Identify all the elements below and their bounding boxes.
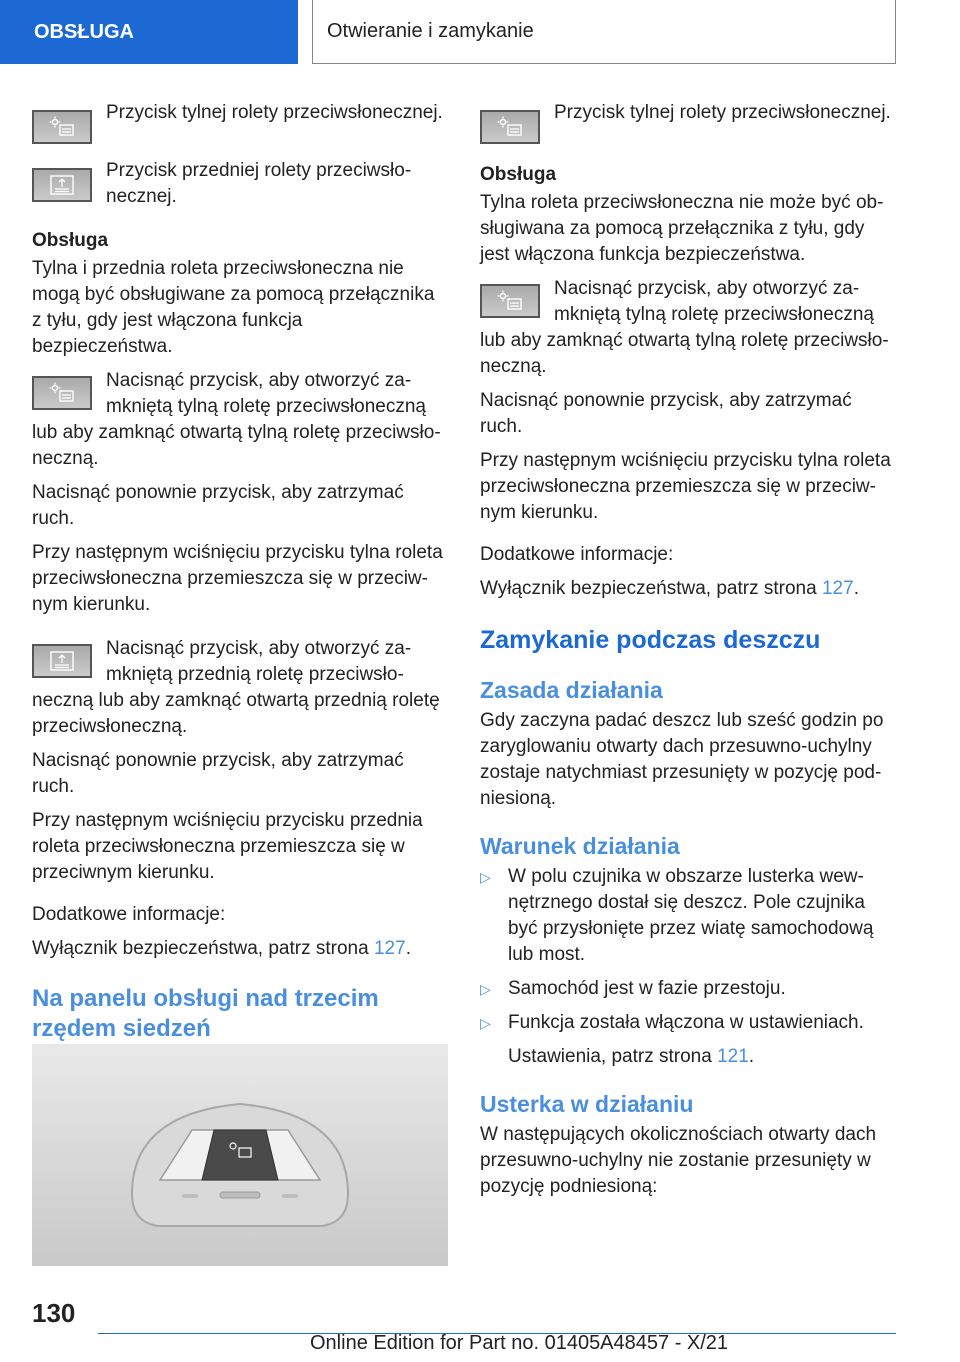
rear-blind-button-label: Przycisk tylnej rolety przeciwsłonecznej. [106, 102, 443, 123]
rear-blind-button-row [480, 100, 896, 144]
triangle-bullet-icon: ▷ [480, 869, 491, 885]
page-number: 130 [32, 1298, 76, 1328]
reference-text: Wyłącznik bezpieczeństwa, patrz strona [480, 578, 822, 599]
fault-text: W następujących okolicznościach otwarty dach przesuwno-uchylny nie zostanie przesunięty w pozycję podniesioną: [480, 1124, 877, 1197]
front-blind-button-row [32, 158, 448, 210]
list-item [480, 864, 896, 968]
section-title: OBSŁUGA [34, 20, 134, 43]
cross-reference [480, 576, 896, 602]
rear-press-text: Nacisnąć przycisk, aby otworzyć zamkniętą tylną roletę przeciwsłoneczną lub aby zamknąć otwartą tylną roletę przeciwsłoneczną. [480, 278, 889, 377]
page-link[interactable]: 127 [373, 938, 406, 959]
list-item-text: W polu czujnika w obszarze lusterka wewnętrznego dostał się deszcz. Pole czujnika być przysłonięte przez wiatę samochodową lub most. [508, 866, 874, 965]
rear-press-text: Nacisnąć przycisk, aby otworzyć zamkniętą tylną roletę przeciwsłoneczną lub aby zamknąć otwartą tylną roletę przeciwsłoneczną. [32, 370, 441, 469]
section-tab [0, 0, 298, 64]
press-again-text: Nacisnąć ponownie przycisk, aby zatrzymać ruch. [480, 390, 852, 437]
rear-blind-button-icon [32, 376, 92, 410]
list-item [480, 976, 896, 1002]
left-column [32, 100, 448, 1090]
rear-blind-button-icon [32, 110, 92, 144]
condition-heading: Warunek działania [480, 833, 680, 859]
operation-heading: Obsługa [480, 164, 557, 185]
section-heading: Na panelu obsługi nad trzecim rzędem siedzeń [32, 985, 379, 1042]
list-item [480, 1010, 896, 1036]
operation-text: Tylna roleta przeciwsłoneczna nie może być obsługiwana za pomocą przełącznika z tyłu, gdy jest włączona funkcja bezpieczeństwa. [480, 192, 884, 265]
reference-text: Wyłącznik bezpieczeństwa, patrz strona [32, 938, 374, 959]
list-item-text: Samochód jest w fazie przestoju. [508, 978, 786, 999]
edition-footer: Online Edition for Part no. 01405A48457 - X/21 [310, 1332, 729, 1354]
front-blind-button-label: Przycisk przedniej rolety przeciwsłonecznej. [106, 160, 412, 207]
next-press-text: Przy następnym wciśnięciu przycisku przednia roleta przeciwsłoneczna przemieszcza się w przeciwnym kierunku. [32, 810, 423, 883]
triangle-bullet-icon: ▷ [480, 981, 491, 997]
rain-closing-heading: Zamykanie podczas deszczu [480, 626, 821, 654]
operation-text: Tylna i przednia roleta przeciwsłoneczna nie mogą być obsługiwane za pomocą przełącznika z tyłu, gdy jest włączona funkcja bezpieczeństwa. [32, 258, 435, 357]
chapter-header [312, 0, 896, 64]
fault-heading: Usterka w działaniu [480, 1091, 694, 1117]
reference-text: Ustawienia, patrz strona [508, 1046, 718, 1067]
principle-heading: Zasada działania [480, 677, 663, 703]
rear-blind-button-label: Przycisk tylnej rolety przeciwsłonecznej. [554, 102, 891, 123]
more-info-label: Dodatkowe informacje: [32, 904, 226, 925]
cross-reference [32, 936, 448, 962]
rear-blind-button-row [32, 100, 448, 144]
reference-dot: . [748, 1046, 755, 1067]
control-panel-photo [32, 1044, 448, 1266]
operation-heading: Obsługa [32, 230, 109, 251]
rear-blind-button-icon [480, 110, 540, 144]
triangle-bullet-icon: ▷ [480, 1015, 491, 1031]
reference-dot: . [853, 578, 859, 599]
chapter-title: Otwieranie i zamykanie [327, 20, 534, 42]
right-column [480, 100, 896, 1208]
rear-blind-button-icon [480, 284, 540, 318]
front-blind-button-icon [32, 644, 92, 678]
page-link[interactable]: 121 [717, 1046, 749, 1067]
more-info-label: Dodatkowe informacje: [480, 544, 674, 565]
next-press-text: Przy następnym wciśnięciu przycisku tylna roleta przeciwsłoneczna przemieszcza się w przeciwnym kierunku. [32, 542, 443, 615]
front-blind-button-icon [32, 168, 92, 202]
list-item-text: Funkcja została włączona w ustawieniach. [508, 1012, 864, 1033]
front-press-text: Nacisnąć przycisk, aby otworzyć zamkniętą przednią roletę przeciwsłoneczną lub aby zamknąć otwartą przednią roletę przeciwsłoneczną. [32, 638, 440, 737]
next-press-text: Przy następnym wciśnięciu przycisku tylna roleta przeciwsłoneczna przemieszcza się w przeciwnym kierunku. [480, 450, 891, 523]
settings-reference [480, 1044, 896, 1070]
page-link[interactable]: 127 [821, 578, 854, 599]
reference-dot: . [405, 938, 411, 959]
press-again-text: Nacisnąć ponownie przycisk, aby zatrzymać ruch. [32, 482, 404, 529]
principle-text: Gdy zaczyna padać deszcz lub sześć godzin po zaryglowaniu otwarty dach przesuwno-uchylny zostaje natychmiast przesunięty w pozycję podniesioną. [480, 710, 884, 809]
press-again-text: Nacisnąć ponownie przycisk, aby zatrzymać ruch. [32, 750, 404, 797]
